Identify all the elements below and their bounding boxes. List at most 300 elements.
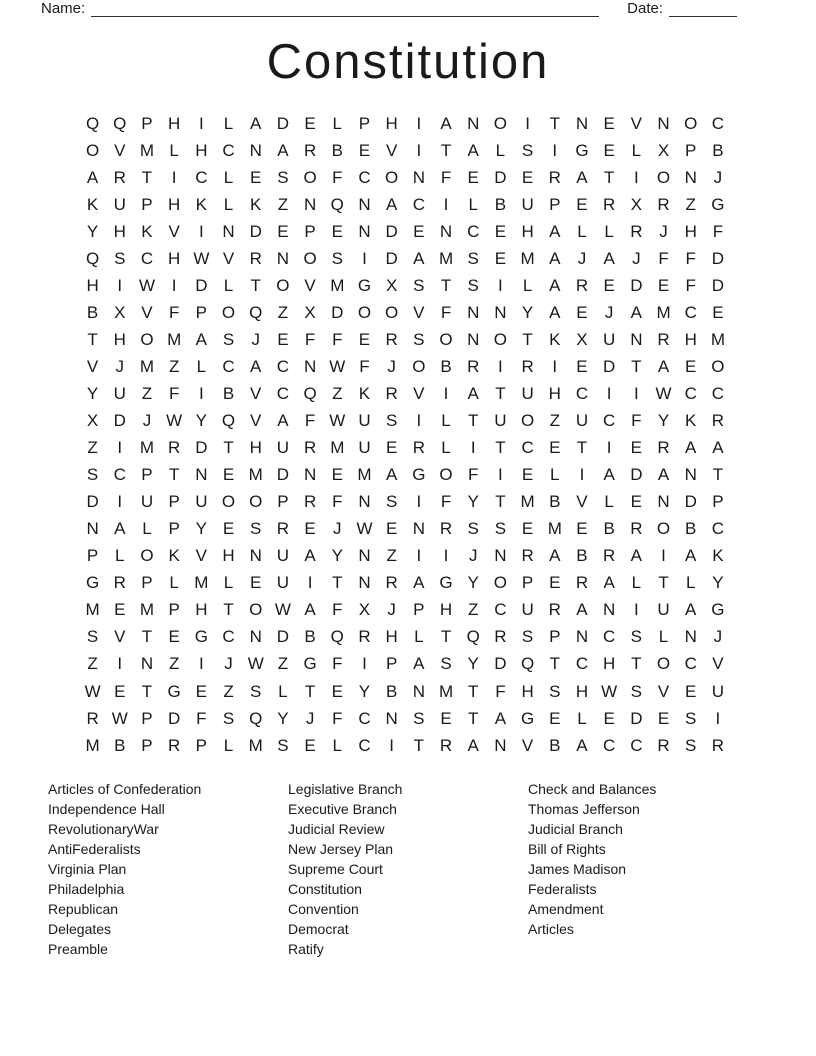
grid-letter: E — [277, 221, 289, 241]
grid-letter: N — [195, 465, 208, 485]
grid-letter: J — [142, 411, 152, 431]
grid-letter: A — [413, 248, 425, 268]
grid-letter: A — [304, 546, 316, 566]
grid-letter: S — [467, 519, 479, 539]
grid-letter: W — [84, 681, 101, 701]
grid-letter: Q — [330, 194, 344, 214]
grid-letter: S — [467, 248, 479, 268]
grid-letter: J — [604, 302, 614, 322]
grid-letter: A — [549, 221, 561, 241]
grid-letter: E — [521, 167, 534, 187]
grid-letter: I — [171, 275, 177, 295]
grid-letter: Z — [685, 194, 696, 214]
grid-letter: A — [277, 140, 289, 160]
grid-letter: U — [657, 600, 670, 620]
grid-letter: W — [655, 383, 672, 403]
grid-letter: E — [521, 519, 534, 539]
grid-letter: H — [521, 681, 534, 701]
grid-letter: L — [223, 573, 234, 593]
grid-letter: E — [630, 492, 643, 512]
grid-letter: K — [86, 194, 99, 214]
grid-letter: N — [494, 735, 507, 755]
grid-letter: M — [520, 248, 535, 268]
grid-letter: U — [494, 411, 507, 431]
grid-letter: M — [438, 248, 454, 268]
grid-letter: A — [385, 194, 398, 214]
grid-letter: E — [114, 681, 126, 701]
grid-letter: D — [276, 465, 290, 485]
grid-letter: R — [575, 275, 589, 295]
grid-letter: A — [603, 248, 615, 268]
grid-letter: I — [198, 221, 204, 241]
grid-letter: T — [223, 600, 234, 620]
grid-letter: R — [548, 600, 561, 620]
grid-letter: S — [250, 681, 262, 701]
word-item: Amendment — [528, 900, 604, 917]
grid-letter: L — [115, 546, 125, 566]
grid-letter: N — [358, 573, 371, 593]
word-item: Thomas Jefferson — [528, 800, 640, 817]
grid-letter: E — [549, 708, 561, 728]
grid-letter: E — [467, 167, 479, 187]
grid-letter: T — [440, 275, 452, 295]
grid-letter: N — [494, 546, 507, 566]
grid-letter: U — [140, 492, 154, 512]
word-item: Executive Branch — [288, 800, 397, 817]
grid-letter: I — [307, 573, 313, 593]
grid-letter: R — [521, 356, 534, 376]
grid-letter: U — [711, 681, 725, 701]
grid-letter: R — [385, 573, 398, 593]
grid-letter: L — [577, 221, 587, 241]
grid-letter: E — [413, 221, 425, 241]
grid-letter: R — [603, 194, 616, 214]
grid-letter: T — [87, 329, 98, 349]
grid-letter: T — [141, 627, 153, 647]
grid-letter: I — [389, 735, 395, 755]
grid-letter: W — [247, 654, 264, 674]
grid-letter: O — [684, 113, 698, 133]
word-list-column-1 — [48, 780, 288, 959]
grid-letter: A — [630, 302, 643, 322]
grid-letter: H — [222, 546, 235, 566]
grid-letter: T — [576, 438, 588, 458]
grid-letter: D — [195, 438, 208, 458]
grid-letter: I — [443, 383, 449, 403]
grid-letter: C — [358, 167, 371, 187]
grid-letter: R — [657, 735, 670, 755]
grid-letter: J — [387, 356, 396, 376]
grid-letter: K — [250, 194, 262, 214]
grid-letter: R — [603, 546, 616, 566]
grid-letter: E — [385, 438, 398, 458]
grid-letter: T — [658, 573, 669, 593]
puzzle-title: Constitution — [266, 35, 550, 89]
grid-letter: B — [331, 140, 343, 160]
grid-letter: I — [416, 140, 422, 160]
grid-letter: A — [86, 167, 99, 187]
grid-letter: S — [413, 708, 425, 728]
grid-letter: I — [117, 492, 123, 512]
grid-letter: E — [657, 275, 670, 295]
word-item: Ratify — [288, 940, 324, 957]
grid-letter: G — [711, 600, 725, 620]
grid-letter: I — [633, 600, 639, 620]
grid-letter: A — [467, 383, 479, 403]
date-label: Date: — [627, 0, 663, 17]
grid-letter: I — [661, 546, 666, 566]
grid-letter: F — [440, 302, 452, 322]
grid-letter: A — [413, 573, 425, 593]
grid-letter: Z — [87, 438, 98, 458]
grid-letter: X — [86, 411, 99, 431]
grid-letter: L — [169, 140, 179, 160]
grid-letter: V — [657, 681, 670, 701]
word-item: Virginia Plan — [48, 860, 127, 877]
grid-letter: F — [658, 248, 669, 268]
grid-letter: X — [657, 140, 670, 160]
grid-letter: X — [385, 275, 398, 295]
grid-letter: C — [630, 735, 643, 755]
grid-letter: A — [685, 546, 697, 566]
grid-letter: C — [276, 383, 290, 403]
grid-letter: A — [277, 411, 289, 431]
grid-letter: C — [494, 600, 507, 620]
grid-letter: C — [711, 113, 725, 133]
grid-letter: V — [250, 411, 262, 431]
grid-letter: A — [250, 113, 262, 133]
grid-letter: F — [332, 329, 343, 349]
grid-letter: L — [332, 735, 343, 755]
grid-letter: R — [630, 221, 643, 241]
grid-letter: S — [630, 681, 643, 701]
grid-letter: P — [141, 194, 153, 214]
grid-letter: P — [168, 492, 180, 512]
grid-letter: J — [659, 221, 668, 241]
grid-letter: M — [438, 681, 454, 701]
grid-letter: N — [249, 140, 262, 160]
grid-letter: C — [684, 654, 697, 674]
grid-letter: L — [196, 356, 207, 376]
grid-letter: V — [385, 140, 398, 160]
grid-letter: A — [549, 546, 561, 566]
grid-letter: Y — [467, 492, 479, 512]
grid-letter: J — [577, 248, 587, 268]
grid-letter: N — [684, 465, 697, 485]
grid-letter: H — [113, 329, 126, 349]
grid-letter: P — [195, 302, 208, 322]
grid-letter: V — [86, 356, 99, 376]
grid-letter: Y — [277, 708, 289, 728]
grid-letter: D — [630, 465, 643, 485]
grid-letter: I — [525, 113, 530, 133]
grid-letter: M — [520, 492, 535, 512]
grid-letter: H — [385, 113, 398, 133]
grid-letter: O — [249, 492, 263, 512]
grid-letter: W — [329, 411, 346, 431]
grid-letter: O — [656, 654, 671, 674]
grid-letter: T — [440, 140, 452, 160]
grid-letter: R — [303, 492, 317, 512]
grid-letter: L — [223, 167, 234, 187]
grid-letter: C — [195, 167, 208, 187]
grid-letter: O — [140, 329, 154, 349]
grid-letter: I — [362, 248, 367, 268]
grid-letter: N — [303, 194, 317, 214]
grid-letter: N — [630, 329, 643, 349]
grid-letter: T — [631, 654, 642, 674]
grid-letter: L — [332, 113, 343, 133]
grid-letter: Z — [277, 194, 289, 214]
grid-letter: O — [493, 329, 508, 349]
grid-letter: G — [711, 194, 725, 214]
grid-letter: H — [548, 383, 561, 403]
grid-letter: E — [685, 681, 697, 701]
grid-letter: Z — [277, 654, 289, 674]
grid-letter: L — [658, 627, 669, 647]
grid-letter: G — [439, 573, 453, 593]
grid-letter: O — [493, 573, 508, 593]
grid-letter: A — [549, 302, 561, 322]
grid-letter: N — [412, 519, 425, 539]
grid-letter: C — [412, 194, 425, 214]
grid-letter: K — [685, 411, 697, 431]
grid-letter: H — [684, 221, 697, 241]
grid-letter: A — [603, 573, 615, 593]
grid-letter: R — [467, 356, 480, 376]
grid-letter: J — [632, 248, 641, 268]
grid-letter: S — [413, 275, 425, 295]
grid-letter: U — [521, 194, 534, 214]
grid-letter: P — [549, 627, 561, 647]
grid-letter: T — [304, 681, 316, 701]
grid-letter: M — [139, 438, 155, 458]
grid-letter: D — [195, 275, 208, 295]
grid-letter: K — [549, 329, 561, 349]
grid-letter: L — [604, 221, 614, 241]
grid-letter: E — [685, 356, 697, 376]
grid-letter: D — [684, 492, 697, 512]
grid-letter: D — [711, 248, 725, 268]
grid-letter: E — [222, 465, 235, 485]
grid-letter: E — [304, 735, 316, 755]
word-list-column-3 — [528, 780, 768, 959]
grid-letter: P — [304, 221, 316, 241]
name-fill-line — [91, 3, 599, 17]
grid-letter: S — [385, 492, 398, 512]
grid-letter: Z — [223, 681, 234, 701]
grid-letter: A — [195, 329, 208, 349]
grid-letter: V — [413, 302, 425, 322]
grid-letter: Z — [87, 654, 98, 674]
grid-letter: L — [223, 275, 234, 295]
grid-letter: N — [684, 167, 697, 187]
grid-letter: Z — [332, 383, 343, 403]
grid-letter: D — [494, 167, 507, 187]
grid-letter: V — [521, 735, 534, 755]
grid-letter: R — [385, 383, 398, 403]
grid-letter: I — [552, 356, 558, 376]
grid-letter: N — [657, 113, 670, 133]
grid-letter: A — [576, 600, 588, 620]
grid-letter: P — [549, 194, 561, 214]
grid-letter: J — [115, 356, 125, 376]
grid-letter: S — [250, 519, 262, 539]
grid-letter: U — [195, 492, 208, 512]
grid-letter: B — [304, 627, 316, 647]
grid-letter: I — [443, 194, 449, 214]
grid-letter: R — [113, 167, 126, 187]
grid-letter: N — [358, 194, 371, 214]
grid-letter: A — [657, 356, 670, 376]
grid-letter: V — [250, 383, 262, 403]
grid-letter: Z — [468, 600, 479, 620]
grid-letter: U — [358, 438, 371, 458]
grid-letter: E — [358, 329, 371, 349]
grid-letter: M — [248, 735, 263, 755]
word-item: Federalists — [528, 880, 597, 897]
grid-letter: N — [467, 113, 480, 133]
grid-letter: T — [141, 167, 153, 187]
grid-letter: A — [657, 465, 670, 485]
grid-letter: F — [332, 600, 343, 620]
word-item: Independence Hall — [48, 800, 165, 817]
grid-letter: V — [630, 113, 643, 133]
grid-letter: L — [223, 113, 234, 133]
grid-letter: E — [114, 600, 126, 620]
grid-letter: S — [685, 735, 697, 755]
grid-letter: N — [222, 221, 235, 241]
grid-letter: F — [332, 708, 343, 728]
grid-letter: A — [576, 735, 588, 755]
grid-letter: E — [385, 519, 398, 539]
grid-letter: H — [684, 329, 697, 349]
grid-letter: Z — [168, 356, 180, 376]
grid-letter: D — [385, 248, 398, 268]
grid-letter: W — [193, 248, 210, 268]
grid-letter: A — [630, 546, 643, 566]
grid-letter: I — [579, 465, 585, 485]
grid-letter: R — [86, 708, 99, 728]
grid-letter: S — [86, 627, 99, 647]
word-list-column-2 — [288, 780, 528, 959]
grid-letter: V — [413, 383, 425, 403]
grid-letter: E — [712, 302, 724, 322]
grid-letter: T — [250, 275, 261, 295]
grid-letter: S — [277, 735, 289, 755]
grid-letter: O — [249, 600, 263, 620]
grid-letter: T — [440, 627, 452, 647]
grid-letter: I — [198, 383, 204, 403]
grid-letter: O — [140, 546, 154, 566]
grid-letter: C — [222, 627, 235, 647]
grid-letter: A — [413, 654, 425, 674]
grid-letter: A — [685, 600, 697, 620]
grid-letter: E — [576, 302, 588, 322]
grid-letter: G — [303, 654, 317, 674]
grid-letter: D — [168, 708, 181, 728]
grid-letter: I — [416, 113, 422, 133]
grid-letter: U — [521, 600, 534, 620]
grid-letter: A — [685, 438, 697, 458]
grid-letter: M — [139, 140, 155, 160]
grid-letter: P — [521, 573, 534, 593]
grid-letter: F — [440, 492, 452, 512]
grid-letter: N — [603, 600, 616, 620]
grid-letter: L — [550, 465, 560, 485]
word-item: Check and Balances — [528, 781, 657, 797]
grid-letter: D — [276, 113, 290, 133]
grid-letter: T — [522, 329, 533, 349]
grid-letter: V — [222, 248, 235, 268]
grid-letter: L — [223, 735, 234, 755]
grid-letter: S — [277, 167, 289, 187]
grid-letter: H — [603, 654, 616, 674]
grid-letter: F — [712, 221, 724, 241]
grid-letter: C — [358, 735, 371, 755]
grid-letter: P — [141, 113, 153, 133]
grid-letter: I — [498, 356, 503, 376]
grid-letter: K — [358, 383, 371, 403]
grid-letter: E — [331, 221, 343, 241]
grid-letter: E — [630, 438, 643, 458]
grid-letter: B — [549, 735, 561, 755]
grid-letter: C — [684, 383, 697, 403]
grid-letter: N — [303, 465, 317, 485]
header — [41, 1, 737, 17]
grid-letter: F — [196, 708, 207, 728]
grid-letter: F — [685, 275, 696, 295]
grid-letter: J — [468, 546, 478, 566]
grid-letter: T — [413, 735, 425, 755]
grid-letter: T — [168, 465, 180, 485]
grid-letter: L — [223, 194, 234, 214]
word-item: Convention — [288, 900, 359, 917]
grid-letter: V — [304, 275, 316, 295]
grid-letter: E — [222, 519, 235, 539]
grid-letter: G — [194, 627, 208, 647]
grid-letter: S — [385, 411, 398, 431]
grid-letter: F — [332, 492, 343, 512]
grid-letter: H — [385, 627, 398, 647]
grid-letter: L — [441, 438, 451, 458]
grid-letter: S — [222, 329, 235, 349]
grid-letter: A — [603, 465, 615, 485]
word-item: Judicial Branch — [528, 820, 623, 837]
grid-letter: T — [141, 681, 153, 701]
grid-letter: T — [603, 167, 615, 187]
grid-letter: W — [111, 708, 128, 728]
grid-letter: N — [439, 221, 453, 241]
grid-letter: O — [385, 167, 399, 187]
grid-letter: N — [276, 248, 290, 268]
grid-letter: V — [141, 302, 153, 322]
grid-letter: L — [685, 573, 696, 593]
grid-letter: P — [141, 708, 153, 728]
grid-letter: I — [416, 492, 422, 512]
grid-letter: I — [606, 383, 612, 403]
grid-letter: E — [603, 113, 615, 133]
grid-letter: M — [248, 465, 263, 485]
word-item: RevolutionaryWar — [48, 820, 159, 837]
grid-letter: F — [332, 167, 343, 187]
grid-letter: F — [168, 302, 180, 322]
grid-letter: D — [331, 302, 344, 322]
grid-letter: R — [249, 248, 262, 268]
grid-letter: E — [250, 167, 262, 187]
grid-letter: C — [140, 248, 154, 268]
grid-letter: J — [251, 329, 260, 349]
